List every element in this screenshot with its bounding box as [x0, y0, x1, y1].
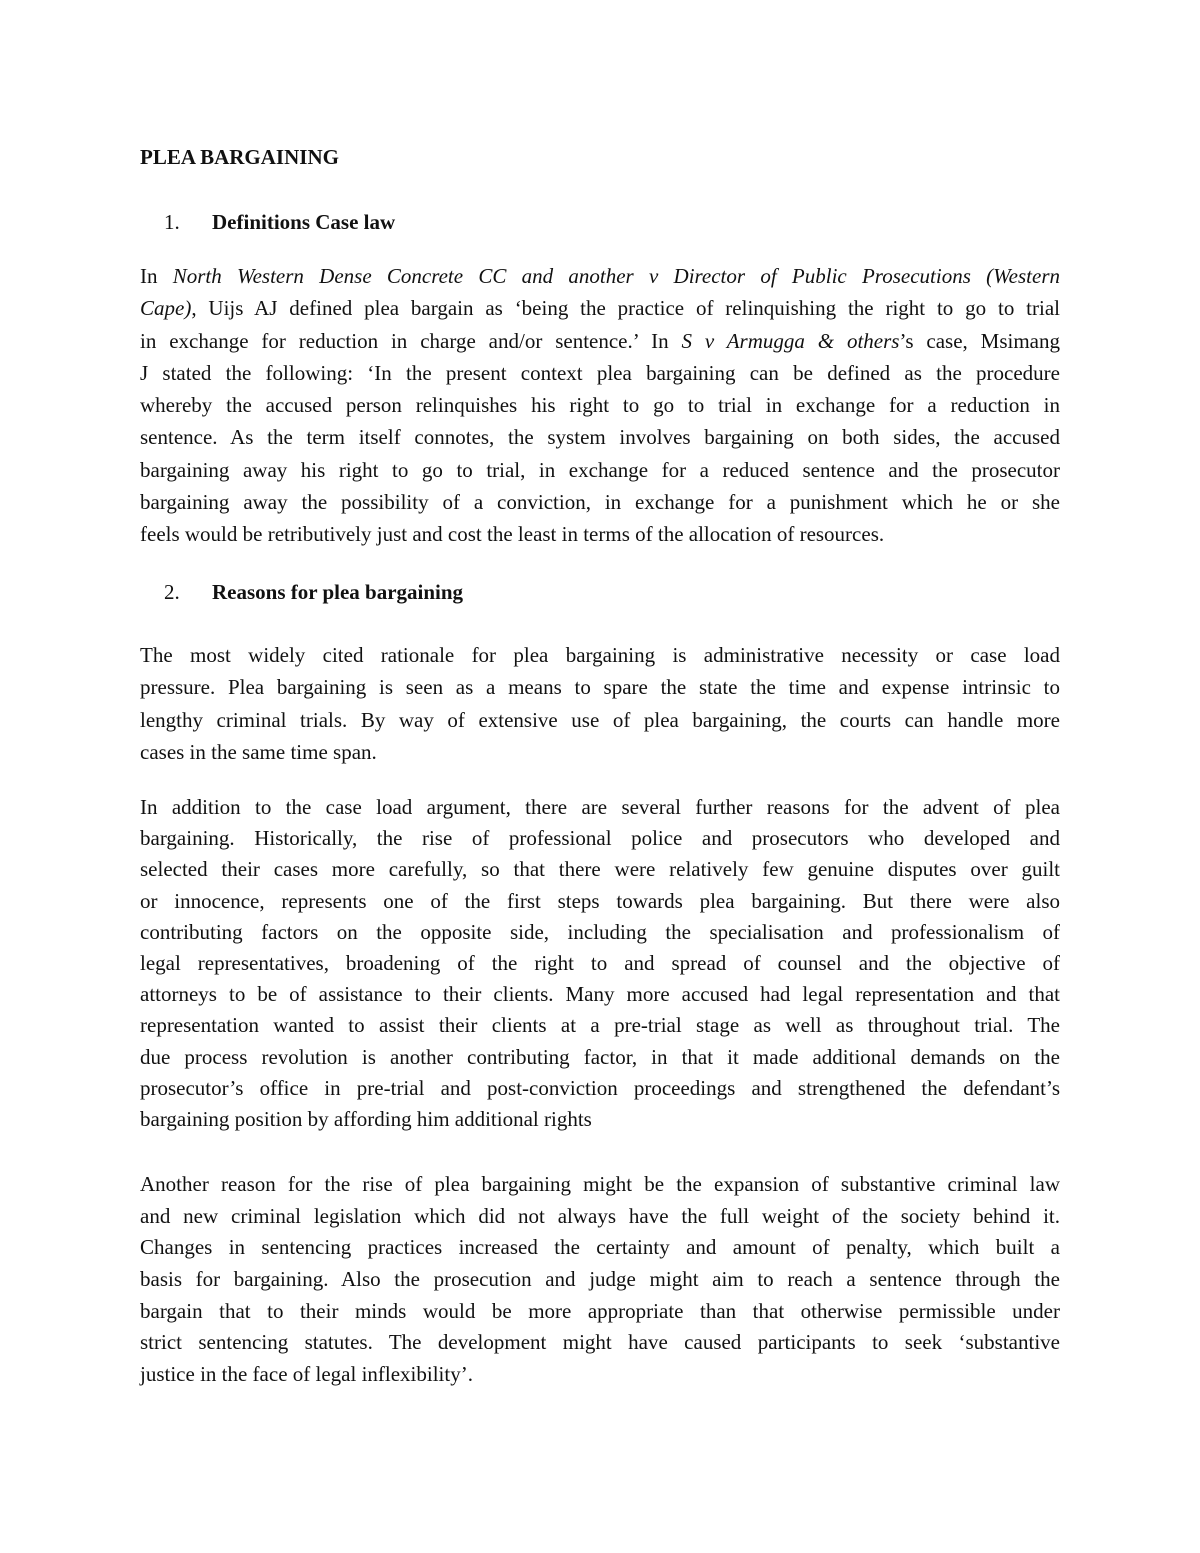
text-segment: whereby the accused person relinquishes his right to go to trial in exchange for a reduction in	[140, 393, 1060, 418]
text-segment: In addition to the case load argument, there are several further reasons for the advent of plea	[140, 795, 1060, 819]
text-line	[140, 886, 1060, 917]
section-heading-1	[140, 206, 1060, 238]
text-line	[140, 639, 1060, 671]
text-segment: J stated the following: ‘In the present context plea bargaining can be defined as the procedure	[140, 360, 1060, 385]
case-citation: North Western Dense Concrete CC and another v Director of Public Prosecutions (Western	[172, 264, 1060, 288]
text-line	[140, 1201, 1060, 1233]
text-segment: , Uijs AJ defined plea bargain as ‘being the practice of relinquishing the right to go to trial	[191, 296, 1060, 321]
text-segment: sentence. As the term itself connotes, the system involves bargaining on both sides, the accused	[140, 425, 1060, 450]
text-line	[140, 1010, 1060, 1041]
text-segment: pressure. Plea bargaining is seen as a means to spare the state the time and expense intrinsic to	[140, 675, 1060, 700]
text-segment: justice in the face of legal inflexibility’.	[140, 1362, 473, 1387]
text-line	[140, 917, 1060, 948]
text-line	[140, 1327, 1060, 1359]
text-segment: basis for bargaining. Also the prosecution and judge might aim to reach a sentence through the	[140, 1267, 1060, 1292]
text-line	[140, 736, 1060, 768]
document-title: PLEA BARGAINING	[140, 145, 339, 169]
text-line	[140, 357, 1060, 389]
text-line	[140, 325, 1060, 357]
text-line	[140, 518, 1060, 550]
text-segment: or innocence, represents one of the first steps towards plea bargaining. But there were also	[140, 888, 1060, 913]
text-segment: bargaining. Historically, the rise of professional police and prosecutors who developed and	[140, 826, 1060, 851]
text-line	[140, 486, 1060, 518]
paragraph-another-reason	[140, 1169, 1060, 1391]
text-segment: representation wanted to assist their clients at a pre-trial stage as well as throughout trial. The	[140, 1013, 1060, 1038]
paragraph-rationale	[140, 639, 1060, 768]
text-line	[140, 823, 1060, 854]
text-line	[140, 854, 1060, 885]
text-line	[140, 421, 1060, 453]
text-segment: bargaining away his right to go to trial, in exchange for a reduced sentence and the prosecutor	[140, 457, 1060, 482]
text-segment: bargaining away the possibility of a conviction, in exchange for a punishment which he or she	[140, 490, 1060, 515]
text-segment: The most widely cited rationale for plea bargaining is administrative necessity or case load	[140, 643, 1060, 667]
heading-number: 2.	[164, 580, 180, 604]
text-segment: bargain that to their minds would be more appropriate than that otherwise permissible under	[140, 1298, 1060, 1323]
text-line	[140, 260, 1060, 292]
text-segment: selected their cases more carefully, so that there were relatively few genuine disputes over guilt	[140, 857, 1060, 882]
text-segment: contributing factors on the opposite side, including the specialisation and professionalism of	[140, 919, 1060, 944]
section-heading-2	[140, 576, 1060, 608]
text-segment: lengthy criminal trials. By way of extensive use of plea bargaining, the courts can handle more	[140, 707, 1060, 732]
case-citation: Cape)	[140, 296, 192, 321]
text-line	[140, 1104, 1060, 1135]
text-line	[140, 792, 1060, 823]
text-line	[140, 1073, 1060, 1104]
text-segment: bargaining position by affording him additional rights	[140, 1106, 592, 1131]
text-line	[140, 704, 1060, 736]
text-line	[140, 1042, 1060, 1073]
text-line	[140, 389, 1060, 421]
text-segment: in exchange for reduction in charge and/or sentence.’ In	[140, 328, 682, 353]
text-segment: feels would be retributively just and cost the least in terms of the allocation of resources.	[140, 522, 885, 547]
case-citation: S v Armugga & others	[681, 328, 900, 353]
text-segment: prosecutor’s office in pre-trial and post-conviction proceedings and strengthened the defendant’s	[140, 1075, 1060, 1100]
heading-number: 1.	[164, 210, 180, 234]
text-segment: and new criminal legislation which did not always have the full weight of the society behind it.	[140, 1203, 1060, 1228]
text-line	[140, 948, 1060, 979]
text-segment: Another reason for the rise of plea bargaining might be the expansion of substantive criminal law	[140, 1172, 1060, 1196]
text-segment: attorneys to be of assistance to their clients. Many more accused had legal representation and that	[140, 982, 1060, 1007]
text-line	[140, 1296, 1060, 1328]
text-line	[140, 1169, 1060, 1201]
text-line	[140, 1232, 1060, 1264]
text-line	[140, 1264, 1060, 1296]
text-line	[140, 292, 1060, 324]
text-line	[140, 979, 1060, 1010]
text-line	[140, 671, 1060, 703]
text-segment: In	[140, 264, 173, 288]
heading-text: Definitions Case law	[212, 210, 396, 234]
text-segment: cases in the same time span.	[140, 739, 377, 764]
text-segment: due process revolution is another contributing factor, in that it made additional demands on the	[140, 1044, 1060, 1069]
text-line	[140, 454, 1060, 486]
text-segment: Changes in sentencing practices increased the certainty and amount of penalty, which built a	[140, 1235, 1060, 1260]
text-segment: legal representatives, broadening of the right to and spread of counsel and the objective of	[140, 950, 1060, 975]
heading-text: Reasons for plea bargaining	[212, 580, 464, 604]
text-segment: ’s case, Msimang	[899, 328, 1060, 353]
text-segment: strict sentencing statutes. The development might have caused participants to seek ‘substantive	[140, 1330, 1060, 1355]
text-line	[140, 1359, 1060, 1391]
paragraph-definitions	[140, 260, 1060, 551]
paragraph-further-reasons	[140, 792, 1060, 1135]
